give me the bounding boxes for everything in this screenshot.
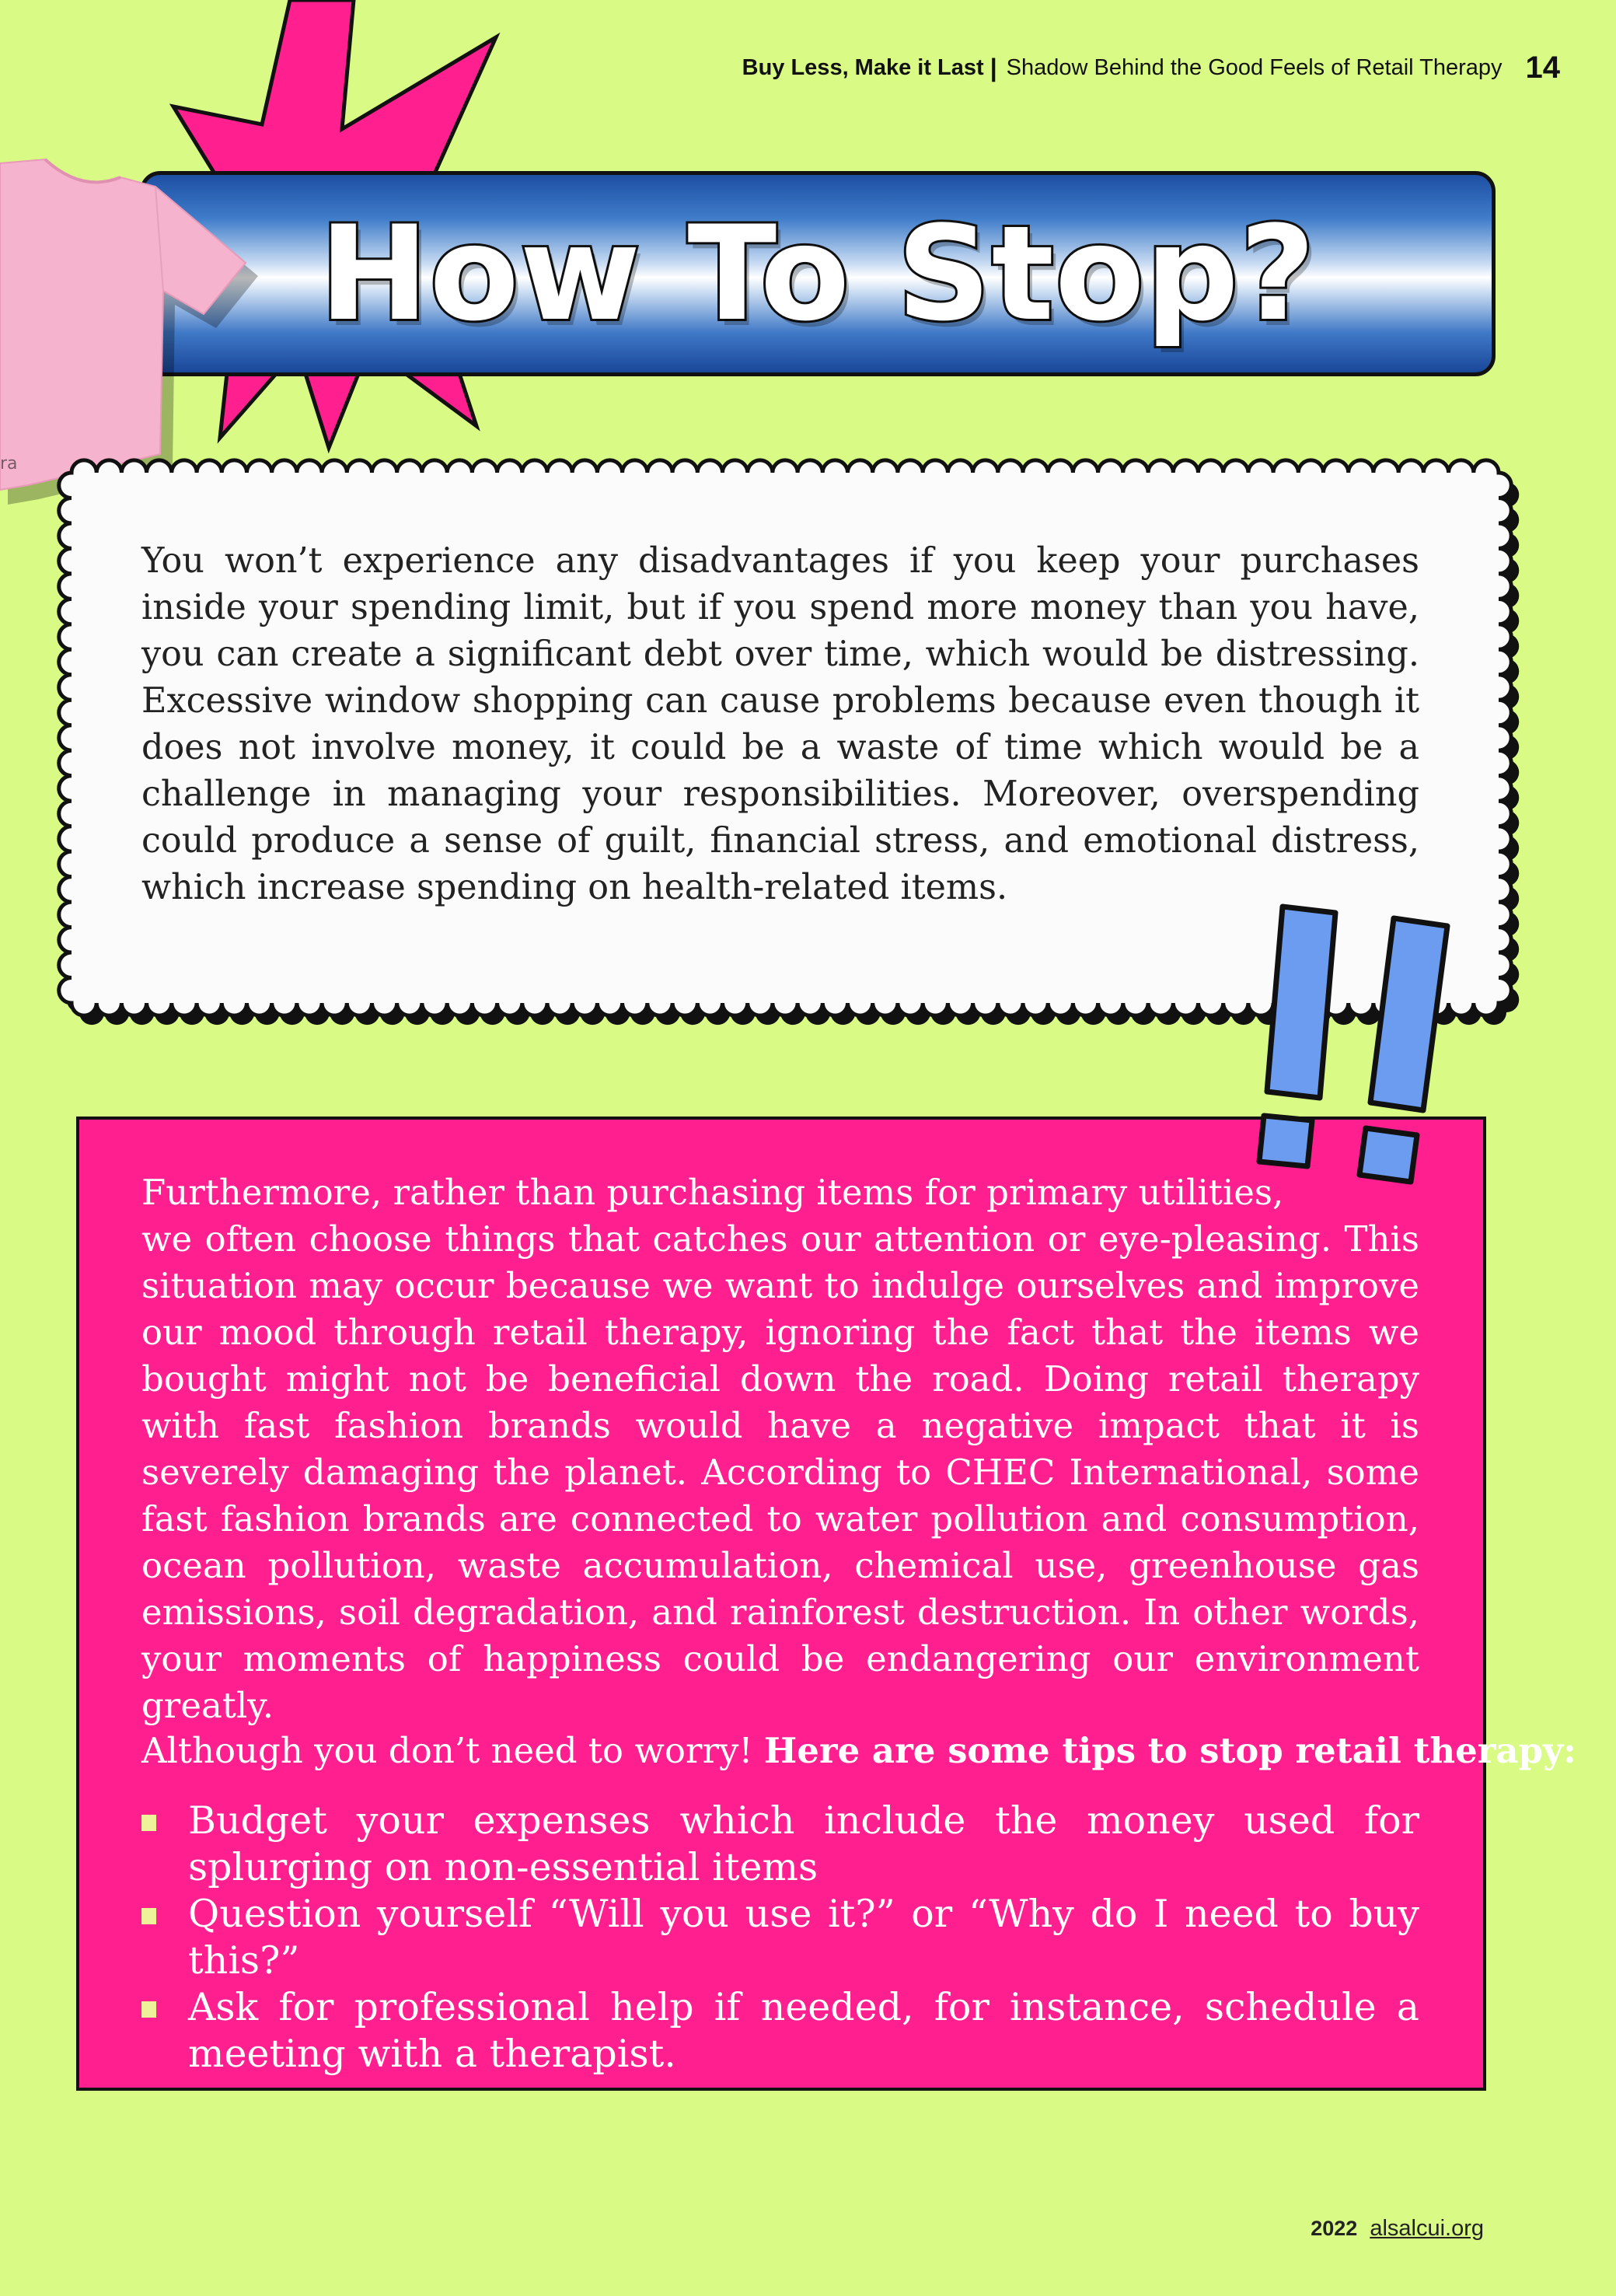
tip-text: Budget your expenses which include the money used for splurging on non-essential items <box>188 1798 1419 1889</box>
tips-list <box>141 1798 1419 2078</box>
magazine-title: Buy Less, Make it Last <box>742 54 984 80</box>
bullet-icon <box>141 1815 156 1831</box>
main-paragraph-body: we often choose things that catches our attention or eye-pleasing. This situation may occur because we want to indulge ourselves and improve our mood through retail therapy, ignoring the fact that the items we bought might not be beneficial down the road. Doing retail therapy with fast fashion brands would have a negative impact that it is severely damaging the planet. According to CHEC International, some fast fashion brands are connected to water pollution and consumption, ocean pollution, waste accumulation, chemical use, greenhouse gas emissions, soil degradation, and rainforest destruction. In other words, your moments of happiness could be endangering our environment greatly. <box>141 1218 1419 1726</box>
footer-year: 2022 <box>1311 2217 1358 2240</box>
list-item <box>141 1798 1419 1891</box>
tip-text: Ask for professional help if needed, for instance, schedule a meeting with a therapist. <box>188 1985 1419 2076</box>
page-title: How To Stop? <box>319 197 1317 350</box>
main-paragraph-first-line: Furthermore, rather than purchasing items for primary utilities, <box>141 1172 1284 1213</box>
intro-paragraph: You won’t experience any disadvantages if you keep your purchases inside your spending limit, but if you spend more money than you have, you can create a significant debt over time, which would be distressing. Excessive window shopping can cause problems because even though it does not involve money, it could be a waste of time which would be a challenge in managing your responsibilities. Moreover, overspending could produce a sense of guilt, financial stress, and emotional distress, which increase spending on health-related items. <box>141 541 1419 907</box>
tips-intro-text: Although you don’t need to worry! <box>141 1730 753 1771</box>
list-item <box>141 1891 1419 1984</box>
bullet-icon <box>141 2001 156 2018</box>
bullet-icon <box>141 1908 156 1924</box>
main-paragraph <box>141 1169 1419 1729</box>
header-separator: | <box>989 53 997 82</box>
exclamation-icon <box>1244 894 1477 1190</box>
tips-intro-bold: Here are some tips to stop retail therapy: <box>763 1730 1576 1771</box>
page-number: 14 <box>1525 50 1560 85</box>
article-title: Shadow Behind the Good Feels of Retail Therapy <box>1006 54 1503 80</box>
footer-website-link[interactable]: alsalcui.org <box>1370 2216 1484 2241</box>
list-item <box>141 1984 1419 2078</box>
tshirt-label: ra <box>0 454 18 474</box>
tip-text: Question yourself “Will you use it?” or “Why do I need to buy this?” <box>188 1892 1419 1983</box>
tips-intro <box>141 1728 1576 1774</box>
footer <box>1311 2216 1484 2242</box>
